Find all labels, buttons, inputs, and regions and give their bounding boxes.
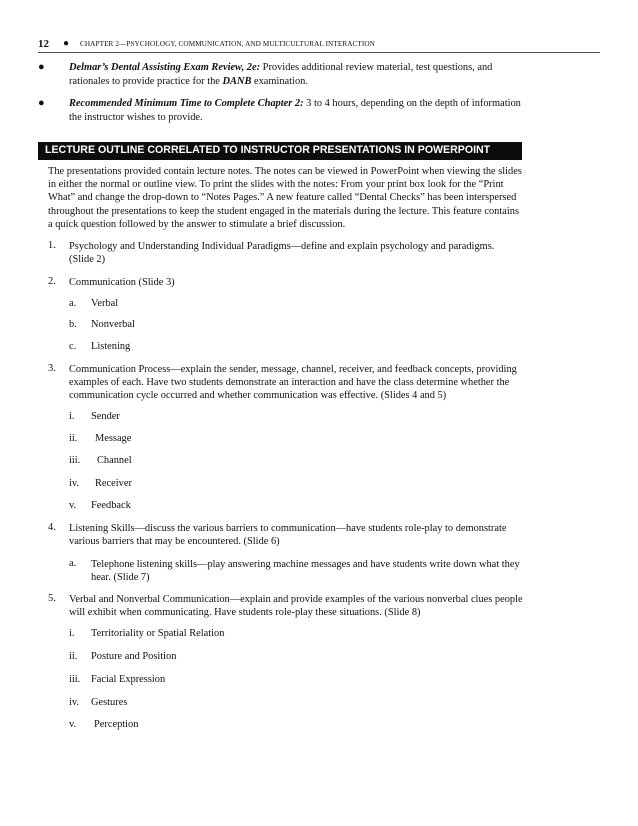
outline-line: Communication (Slide 3)	[69, 277, 175, 288]
sub-item: Gestures	[91, 697, 128, 708]
sub-marker: iv.	[69, 697, 80, 708]
sub-item: Listening	[91, 341, 131, 352]
bullet-text: Provides additional review material, test questions, and	[260, 62, 493, 73]
sub-item: Perception	[94, 719, 139, 730]
header-bullet: ●	[63, 38, 70, 49]
outline-item-communication	[69, 276, 609, 289]
outline-item-listening-skills	[69, 522, 609, 548]
bullet-item-exam-review	[69, 61, 579, 89]
sub-marker: v.	[69, 719, 77, 730]
outline-line: Verbal and Nonverbal Communication—explain and provide examples of the various nonverbal clues people	[69, 594, 523, 605]
paragraph-line: in either the normal or outline view. To print the slides with the notes: From your print box look for the “Print	[48, 179, 504, 191]
sub-item-telephone	[91, 558, 591, 584]
outline-line: Psychology and Understanding Individual Paradigms—define and explain psychology and paradigms.	[69, 241, 495, 252]
bullet-text: 3 to 4 hours, depending on the depth of information	[303, 98, 521, 109]
bullet-item-recommended-time	[69, 97, 579, 125]
outline-line: (Slide 2)	[69, 254, 106, 266]
page-number: 12	[38, 38, 49, 50]
sub-item: Channel	[97, 455, 132, 466]
outline-line: Listening Skills—discuss the various barriers to communication—have students role-play to demonstrate	[69, 523, 507, 534]
sub-marker: i.	[69, 411, 75, 422]
section-title: LECTURE OUTLINE CORRELATED TO INSTRUCTOR PRESENTATIONS IN POWERPOINT	[45, 144, 491, 156]
chapter-title: CHAPTER 2—PSYCHOLOGY, COMMUNICATION, AND MULTICULTURAL INTERACTION	[80, 40, 375, 48]
sub-line: hear. (Slide 7)	[91, 572, 150, 584]
sub-item: Message	[95, 433, 132, 444]
outline-item-verbal-nonverbal	[69, 593, 609, 619]
sub-item: Verbal	[91, 298, 119, 309]
sub-item: Receiver	[95, 478, 132, 489]
outline-line: communication cycle occurred and whether communication was effective. (Slides 4 and 5)	[69, 390, 447, 402]
sub-item: Territoriality or Spatial Relation	[91, 628, 225, 639]
intro-paragraph	[48, 165, 608, 231]
paragraph-line: a quick question followed by the answer to stimulate a brief discussion.	[48, 218, 346, 230]
outline-number: 5.	[48, 593, 56, 604]
paragraph-line: The presentations provided contain lecture notes. The notes can be viewed in PowerPoint when viewing the slides	[48, 166, 522, 177]
sub-marker: c.	[69, 341, 77, 352]
sub-marker: iii.	[69, 455, 81, 466]
sub-item: Feedback	[91, 500, 131, 511]
bullet-emphasis: DANB	[222, 76, 252, 87]
sub-marker: b.	[69, 319, 77, 330]
bullet-text: rationales to provide practice for the	[69, 76, 223, 87]
outline-number: 3.	[48, 363, 56, 374]
bullet-label: Delmar’s Dental Assisting Exam Review, 2e:	[69, 62, 261, 73]
outline-item-psychology	[69, 240, 609, 266]
outline-line: will exhibit when communicating. Have students role-play these situations. (Slide 8)	[69, 607, 421, 619]
sub-item: Posture and Position	[91, 651, 177, 662]
sub-marker: iii.	[69, 674, 81, 685]
sub-item: Sender	[91, 411, 120, 422]
bullet-text: examination.	[251, 76, 308, 87]
outline-number: 1.	[48, 240, 56, 251]
outline-number: 4.	[48, 522, 56, 533]
outline-line: various barriers that may be encountered. (Slide 6)	[69, 536, 280, 548]
paragraph-line: What” and change the drop-down to “Notes Pages.” A new feature called “Dental Checks” has been interspersed	[48, 192, 517, 204]
sub-marker: i.	[69, 628, 75, 639]
sub-marker: a.	[69, 298, 77, 309]
sub-marker: ii.	[69, 651, 78, 662]
outline-number: 2.	[48, 276, 56, 287]
outline-line: examples of each. Have two students demonstrate an interaction and have the class determine whether the	[69, 377, 510, 389]
section-banner	[38, 142, 522, 160]
sub-marker: v.	[69, 500, 77, 511]
running-header	[38, 38, 600, 53]
sub-item: Facial Expression	[91, 674, 166, 685]
sub-marker: iv.	[69, 478, 80, 489]
outline-item-communication-process	[69, 363, 609, 403]
sub-marker: ii.	[69, 433, 78, 444]
outline-line: Communication Process—explain the sender, message, channel, receiver, and feedback concepts, providing	[69, 364, 517, 375]
sub-marker: a.	[69, 558, 77, 569]
bullet-marker: ●	[38, 97, 45, 109]
sub-line: Telephone listening skills—play answering machine messages and have students write down what they	[91, 559, 520, 570]
bullet-text: the instructor wishes to provide.	[69, 112, 203, 123]
bullet-label: Recommended Minimum Time to Complete Chapter 2:	[69, 98, 304, 109]
paragraph-line: throughout the presentations to keep the student engaged in the materials during the lecture. This feature contains	[48, 205, 519, 217]
bullet-marker: ●	[38, 61, 45, 73]
sub-item: Nonverbal	[91, 319, 135, 330]
